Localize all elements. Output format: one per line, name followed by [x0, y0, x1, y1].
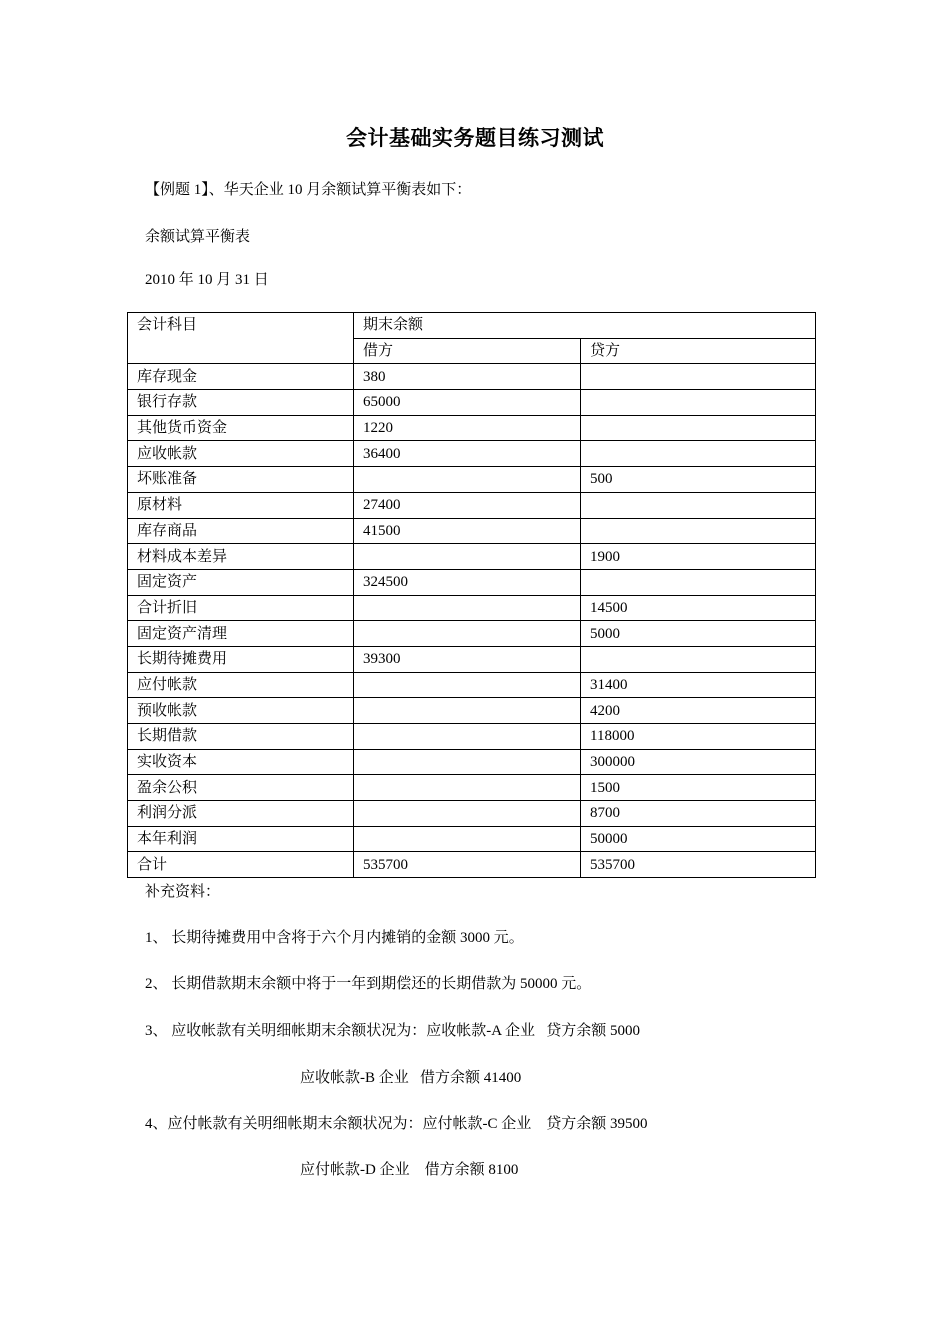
account-name-cell: 库存现金	[128, 364, 354, 390]
debit-cell	[354, 749, 581, 775]
account-name-cell: 应付帐款	[128, 672, 354, 698]
table-row	[128, 492, 816, 518]
example-intro: 【例题 1】、华天企业 10 月余额试算平衡表如下：	[145, 182, 472, 198]
debit-cell: 36400	[354, 441, 581, 467]
table-row	[128, 724, 816, 750]
supplement-note-3-continued: 应收帐款-B 企业 借方余额 41400	[300, 1070, 522, 1086]
header-debit: 借方	[354, 338, 581, 364]
table-row	[128, 595, 816, 621]
account-name-cell: 本年利润	[128, 826, 354, 852]
account-name-cell: 坏账准备	[128, 467, 354, 493]
supplement-note-4: 4、应付帐款有关明细帐期末余额状况为：应付帐款-C 企业 贷方余额 39500	[145, 1116, 648, 1132]
table-row	[128, 518, 816, 544]
debit-cell: 27400	[354, 492, 581, 518]
account-name-cell: 其他货币资金	[128, 415, 354, 441]
credit-cell	[581, 569, 816, 595]
table-row	[128, 441, 816, 467]
credit-cell: 1500	[581, 775, 816, 801]
debit-cell: 324500	[354, 569, 581, 595]
credit-cell: 500	[581, 467, 816, 493]
credit-cell	[581, 646, 816, 672]
header-subject: 会计科目	[128, 313, 354, 364]
credit-cell: 535700	[581, 852, 816, 878]
table-row	[128, 364, 816, 390]
account-name-cell: 应收帐款	[128, 441, 354, 467]
debit-cell: 41500	[354, 518, 581, 544]
credit-cell: 14500	[581, 595, 816, 621]
supplement-note-4-continued: 应付帐款-D 企业 借方余额 8100	[300, 1162, 519, 1178]
debit-cell	[354, 621, 581, 647]
credit-cell: 300000	[581, 749, 816, 775]
credit-cell	[581, 441, 816, 467]
document-title: 会计基础实务题目练习测试	[346, 126, 604, 150]
debit-cell: 535700	[354, 852, 581, 878]
account-name-cell: 长期待摊费用	[128, 646, 354, 672]
table-row	[128, 621, 816, 647]
debit-cell: 39300	[354, 646, 581, 672]
credit-cell: 8700	[581, 801, 816, 827]
account-name-cell: 利润分派	[128, 801, 354, 827]
table-row	[128, 415, 816, 441]
debit-cell	[354, 672, 581, 698]
table-row	[128, 467, 816, 493]
table-row	[128, 826, 816, 852]
debit-cell	[354, 467, 581, 493]
account-name-cell: 合计	[128, 852, 354, 878]
table-row	[128, 569, 816, 595]
debit-cell	[354, 801, 581, 827]
supplement-note-1: 1、 长期待摊费用中含将于六个月内摊销的金额 3000 元。	[145, 930, 524, 946]
header-credit: 贷方	[581, 338, 816, 364]
debit-cell	[354, 544, 581, 570]
account-name-cell: 固定资产清理	[128, 621, 354, 647]
account-name-cell: 合计折旧	[128, 595, 354, 621]
debit-cell	[354, 698, 581, 724]
table-row	[128, 544, 816, 570]
account-name-cell: 盈余公积	[128, 775, 354, 801]
debit-cell	[354, 775, 581, 801]
debit-cell	[354, 595, 581, 621]
account-name-cell: 固定资产	[128, 569, 354, 595]
credit-cell: 4200	[581, 698, 816, 724]
debit-cell	[354, 724, 581, 750]
credit-cell	[581, 364, 816, 390]
credit-cell	[581, 415, 816, 441]
debit-cell: 1220	[354, 415, 581, 441]
table-row	[128, 801, 816, 827]
table-row	[128, 749, 816, 775]
supplement-note-3: 3、 应收帐款有关明细帐期末余额状况为：应收帐款-A 企业 贷方余额 5000	[145, 1023, 641, 1039]
supplement-title: 补充资料：	[145, 884, 221, 900]
table-row	[128, 672, 816, 698]
credit-cell: 5000	[581, 621, 816, 647]
table-name: 余额试算平衡表	[145, 229, 251, 245]
account-name-cell: 银行存款	[128, 390, 354, 416]
table-row	[128, 646, 816, 672]
account-name-cell: 库存商品	[128, 518, 354, 544]
debit-cell	[354, 826, 581, 852]
credit-cell: 118000	[581, 724, 816, 750]
table-row	[128, 390, 816, 416]
credit-cell	[581, 390, 816, 416]
credit-cell: 1900	[581, 544, 816, 570]
table-date: 2010 年 10 月 31 日	[145, 272, 269, 288]
header-closing-balance: 期末余额	[354, 313, 816, 339]
table-row	[128, 852, 816, 878]
account-name-cell: 长期借款	[128, 724, 354, 750]
table-row	[128, 698, 816, 724]
account-name-cell: 实收资本	[128, 749, 354, 775]
trial-balance-table	[127, 312, 816, 878]
debit-cell: 65000	[354, 390, 581, 416]
account-name-cell: 原材料	[128, 492, 354, 518]
credit-cell: 50000	[581, 826, 816, 852]
table-header-row	[128, 313, 816, 339]
table-row	[128, 775, 816, 801]
supplement-note-2: 2、 长期借款期末余额中将于一年到期偿还的长期借款为 50000 元。	[145, 976, 592, 992]
debit-cell: 380	[354, 364, 581, 390]
credit-cell	[581, 518, 816, 544]
credit-cell: 31400	[581, 672, 816, 698]
credit-cell	[581, 492, 816, 518]
account-name-cell: 材料成本差异	[128, 544, 354, 570]
account-name-cell: 预收帐款	[128, 698, 354, 724]
